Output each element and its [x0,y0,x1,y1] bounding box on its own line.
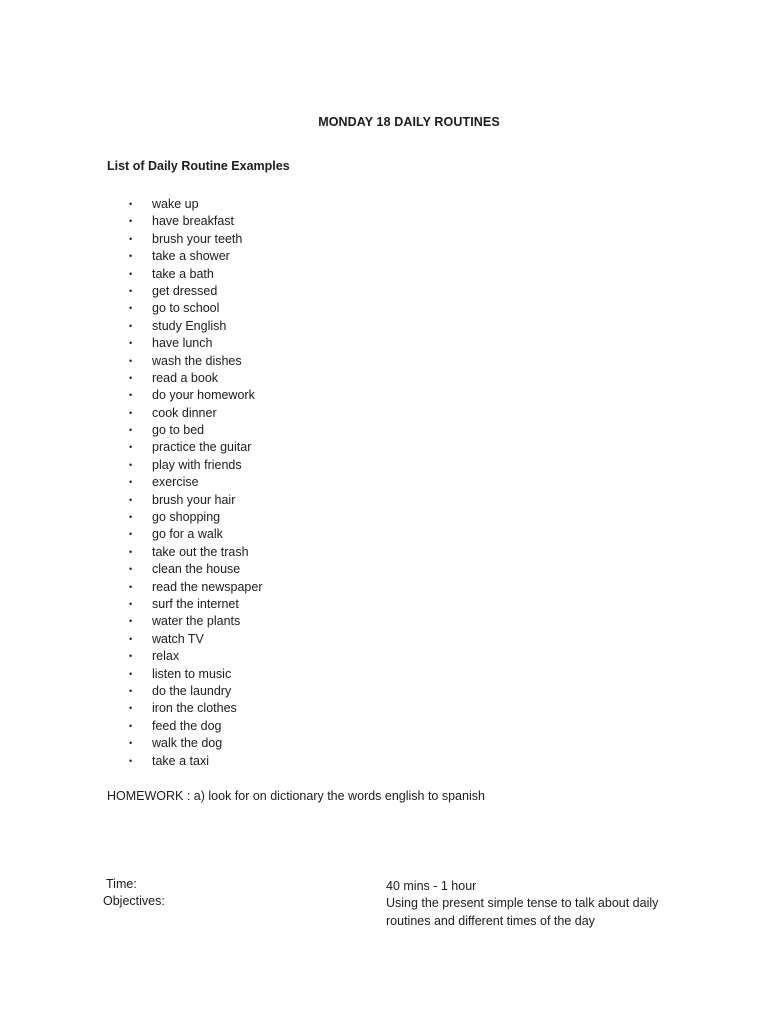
list-item-label: do the laundry [152,683,232,698]
list-item [129,248,263,265]
list-item [129,370,263,387]
bullet-icon: • [129,755,133,766]
list-item-label: listen to music [152,666,232,681]
bullet-icon: • [129,216,133,227]
list-item [129,283,263,300]
list-item-label: exercise [152,475,199,490]
list-item-label: take a bath [152,266,214,281]
list-item [129,683,263,700]
bullet-icon: • [129,407,133,418]
homework-note: HOMEWORK : a) look for on dictionary the words english to spanish [107,789,485,803]
list-item-label: water the plants [152,614,241,629]
bullet-icon: • [129,529,133,540]
bullet-icon: • [129,668,133,679]
list-item [129,735,263,752]
objectives-label: Objectives: [103,894,165,908]
list-item-label: relax [152,649,180,664]
bullet-icon: • [129,685,133,696]
list-item-label: study English [152,318,227,333]
list-item-label: feed the dog [152,718,222,733]
list-item [129,422,263,439]
time-label: Time: [106,877,137,891]
list-item-label: brush your teeth [152,231,243,246]
bullet-icon: • [129,512,133,523]
list-item-label: practice the guitar [152,440,252,455]
bullet-icon: • [129,477,133,488]
bullet-icon: • [129,425,133,436]
routine-list [129,196,263,770]
list-item [129,509,263,526]
list-item-label: watch TV [152,631,204,646]
list-item-label: have lunch [152,336,213,351]
bullet-icon: • [129,338,133,349]
list-item [129,579,263,596]
list-item-label: read a book [152,370,219,385]
bullet-icon: • [129,372,133,383]
bullet-icon: • [129,233,133,244]
list-item-label: clean the house [152,562,241,577]
list-item [129,631,263,648]
list-item [129,266,263,283]
list-item-label: take a taxi [152,753,209,768]
bullet-icon: • [129,494,133,505]
list-item [129,544,263,561]
list-item [129,648,263,665]
list-item-label: brush your hair [152,492,236,507]
list-item-label: take a shower [152,249,230,264]
bullet-icon: • [129,355,133,366]
list-item-label: have breakfast [152,214,234,229]
list-item [129,666,263,683]
bullet-icon: • [129,738,133,749]
bullet-icon: • [129,268,133,279]
list-item [129,353,263,370]
list-item [129,613,263,630]
list-item-label: go to bed [152,423,205,438]
list-item-label: iron the clothes [152,701,237,716]
list-item-label: read the newspaper [152,579,263,594]
list-item [129,753,263,770]
bullet-icon: • [129,651,133,662]
list-item [129,196,263,213]
list-item [129,335,263,352]
bullet-icon: • [129,285,133,296]
bullet-icon: • [129,546,133,557]
list-item-label: do your homework [152,388,255,403]
bullet-icon: • [129,199,133,209]
objectives-value: Using the present simple tense to talk about daily routines and different times of the day [386,896,659,928]
list-item-label: take out the trash [152,544,249,559]
bullet-icon: • [129,303,133,314]
list-item [129,596,263,613]
list-item [129,300,263,317]
bullet-icon: • [129,390,133,401]
list-item [129,474,263,491]
bullet-icon: • [129,442,133,453]
list-item-label: surf the internet [152,596,239,611]
list-item [129,718,263,735]
list-item [129,231,263,248]
list-item [129,526,263,543]
list-item [129,561,263,578]
time-value: 40 mins - 1 hour [386,879,477,893]
list-item [129,700,263,717]
bullet-icon: • [129,633,133,644]
list-item-label: wash the dishes [152,353,242,368]
list-item [129,492,263,509]
bullet-icon: • [129,251,133,262]
page-title: MONDAY 18 DAILY ROUTINES [318,115,500,129]
list-item-label: wake up [152,197,199,211]
list-item [129,213,263,230]
list-item [129,387,263,404]
list-item [129,457,263,474]
list-item-label: play with friends [152,457,242,472]
list-item-label: go to school [152,301,220,316]
list-item [129,439,263,456]
list-item-label: walk the dog [152,736,223,751]
list-item-label: go for a walk [152,527,223,542]
bullet-icon: • [129,320,133,331]
list-item-label: get dressed [152,283,218,298]
bullet-icon: • [129,616,133,627]
bullet-icon: • [129,598,133,609]
bullet-icon: • [129,564,133,575]
bullet-icon: • [129,703,133,714]
bullet-icon: • [129,720,133,731]
list-item-label: cook dinner [152,405,217,420]
bullet-icon: • [129,581,133,592]
list-item-label: go shopping [152,510,221,525]
list-item [129,318,263,335]
list-heading: List of Daily Routine Examples [107,159,290,173]
list-item [129,405,263,422]
bullet-icon: • [129,459,133,470]
